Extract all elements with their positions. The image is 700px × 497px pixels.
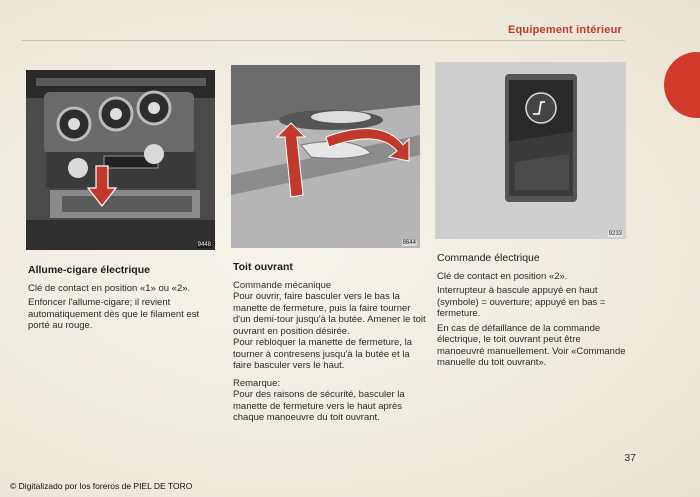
- sunroof-crank-illustration: [231, 65, 420, 248]
- paragraph: Interrupteur à bascule appuyé en haut (symbole) = ouverture; appuyé en bas = fermeture.: [437, 285, 606, 319]
- section-header: Equipement intérieur: [507, 24, 622, 36]
- photo-reference-number: 9448: [197, 242, 211, 248]
- cigar-lighter-illustration: [26, 70, 215, 250]
- header-divider: [22, 40, 625, 41]
- paragraph: Clé de contact en position «1» ou «2».: [28, 282, 191, 294]
- heading-electric-control: Commande électrique: [437, 252, 540, 264]
- photo-reference-number: 8644: [402, 240, 416, 246]
- photo-cigar-lighter: [26, 70, 215, 250]
- page-number: 37: [624, 452, 636, 464]
- photo-sunroof-crank: [231, 65, 420, 248]
- photo-sunroof-switch: [435, 62, 626, 239]
- sunroof-switch-illustration: [435, 62, 626, 239]
- paragraph: En cas de défaillance de la commande électrique, le toit ouvrant peut être manoeuvré manuellement. Voir «Commande manuelle du toit ouvrant».: [437, 322, 626, 368]
- note-label: Remarque:: [233, 377, 280, 389]
- subheading-manual-control: Commande mécanique: [233, 279, 332, 291]
- paragraph: Pour rebloquer la manette de fermeture, la tourner à contresens jusqu'à la butée et la faire basculer vers le haut.: [233, 337, 413, 371]
- paragraph: Pour ouvrir, faire basculer vers le bas la manette de fermeture, puis la faire tourner d'un demi-tour jusqu'à la butée. Amener le toit ouvrant en position désirée.: [233, 291, 426, 337]
- paragraph: Clé de contact en position «2».: [437, 270, 568, 282]
- heading-sunroof: Toit ouvrant: [233, 261, 293, 273]
- photo-reference-number: 9233: [608, 231, 622, 237]
- heading-cigar-lighter: Allume-cigare électrique: [28, 264, 150, 276]
- note-text: Pour des raisons de sécurité, basculer la manette de fermeture vers le haut après chaque manoeuvre du toit ouvrant.: [233, 389, 405, 423]
- column-electric-control: [437, 253, 629, 372]
- column-cigar-lighter: [28, 265, 216, 335]
- column-sunroof: [233, 262, 427, 427]
- scan-credit: © Digitalizado por los foreros de PIEL DE TORO: [10, 481, 193, 491]
- paragraph: Enfoncer l'allume-cigare; il revient automatiquement dès que le filament est porté au rouge.: [28, 297, 200, 331]
